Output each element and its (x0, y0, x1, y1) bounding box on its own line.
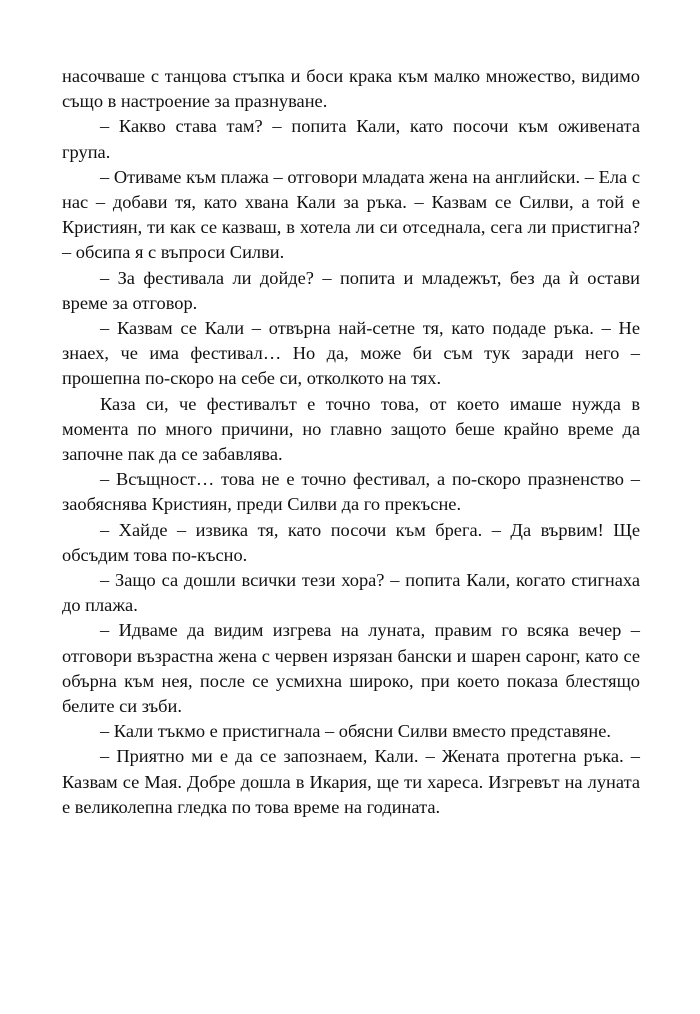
paragraph-2: – Какво става там? – попита Кали, като посочи към оживената група. (62, 116, 640, 162)
paragraph-5: – Казвам се Кали – отвърна най-сетне тя, като подаде ръка. – Не знаех, че има фестивал… Но да, може би съм тук заради него – прошепна по-скоро на себе си, отколкото на тях. (62, 318, 640, 389)
paragraph-12: – Приятно ми е да се запознаем, Кали. – Жената протегна ръка. – Казвам се Мая. Добре дошла в Икария, ще ти хареса. Изгревът на луната е великолепна гледка по това време на годината. (62, 746, 640, 817)
paragraph-10: – Идваме да видим изгрева на луната, правим го всяка вечер – отговори възрастна жена с червен изрязан бански и шарен саронг, като се обърна към нея, после се усмихна широко, при което показа блестящо белите си зъби. (62, 620, 640, 717)
paragraph-6: Каза си, че фестивалът е точно това, от което имаше нужда в момента по много причини, но главно защото беше крайно време да започне пак да се забавлява. (62, 393, 640, 465)
paragraph-1: насочваше с танцова стъпка и боси крака към малко множество, видимо също в настроение за празнуване. (62, 66, 640, 112)
paragraph-4: – За фестивала ли дойде? – попита и младежът, без да ѝ остави време за отговор. (62, 267, 640, 313)
paragraph-8: – Хайде – извика тя, като посочи към брега. – Да вървим! Ще обсъдим това по-късно. (62, 519, 640, 565)
paragraph-7: – Всъщност… това не е точно фестивал, а по-скоро празненство – заобяснява Кристиян, преди Силви да го прекъсне. (62, 469, 640, 515)
paragraph-9: – Защо са дошли всички тези хора? – попита Кали, когато стигнаха до плажа. (62, 570, 640, 616)
paragraph-3: – Отиваме към плажа – отговори младата жена на английски. – Ела с нас – добави тя, като хвана Кали за ръка. – Казвам се Силви, а той е Кристиян, ти как се казваш, в хотела ли си отседнала, сега ли пристигна? – обсипа я с въпроси Силви. (62, 166, 640, 263)
document-page (62, 64, 640, 820)
paragraph-11: – Кали тъкмо е пристигнала – обясни Силви вместо представяне. (100, 721, 611, 742)
